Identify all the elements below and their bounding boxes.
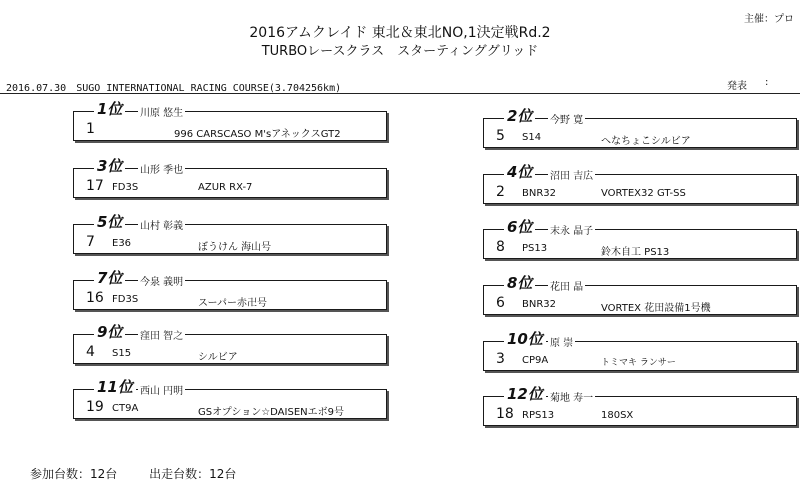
- car-number: 3: [496, 351, 505, 367]
- grid-slot-5: [73, 213, 387, 254]
- grid-position: 2位: [504, 105, 535, 126]
- grid-slot-8: [483, 274, 797, 315]
- machine-name: ぼうけん 海山号: [198, 242, 272, 253]
- grid-position: 9位: [94, 321, 125, 342]
- grid-position: 8位: [504, 272, 535, 293]
- grid-position: 3位: [94, 155, 125, 176]
- car-number: 5: [496, 128, 505, 144]
- grid-slot-3: [73, 157, 387, 198]
- car-model: PS13: [522, 243, 548, 254]
- machine-name: VORTEX 花田設備1号機: [601, 303, 711, 314]
- issued-colon: :: [765, 77, 769, 88]
- grid-slot-4: [483, 163, 797, 204]
- grid-position: 10位: [504, 328, 546, 349]
- grid-slot-2: [483, 107, 797, 148]
- car-number: 16: [86, 290, 104, 306]
- grid-slot-12: [483, 385, 797, 426]
- car-model: CP9A: [522, 355, 549, 366]
- car-number: 19: [86, 399, 104, 415]
- event-title: 2016アムクレイド 東北＆東北NO,1決定戦Rd.2: [249, 25, 551, 41]
- grid-slot-9: [73, 323, 387, 364]
- machine-name: トミマキ ランサー: [601, 358, 676, 368]
- car-number: 1: [86, 121, 95, 137]
- grid-position: 11位: [94, 376, 136, 397]
- machine-name: スーパー赤卍号: [198, 298, 267, 309]
- car-model: RPS13: [522, 410, 555, 421]
- issued-label: 発表: [727, 81, 747, 92]
- driver-name: 今野 寛: [548, 111, 585, 126]
- driver-name: 川原 悠生: [138, 104, 185, 119]
- organizer-label: 主催：プロ: [744, 14, 794, 25]
- car-number: 6: [496, 295, 505, 311]
- car-number: 17: [86, 178, 104, 194]
- car-model: FD3S: [112, 294, 139, 305]
- grid-slot-1: [73, 100, 387, 141]
- entry-summary: [30, 465, 264, 482]
- machine-name: シルビア: [198, 352, 238, 363]
- car-number: 2: [496, 184, 505, 200]
- machine-name: へなちょこシルビア: [601, 136, 691, 147]
- driver-name: 窪田 智之: [138, 327, 185, 342]
- grid-position: 12位: [504, 383, 546, 404]
- driver-name: 花田 晶: [548, 278, 585, 293]
- car-model: BNR32: [522, 299, 557, 310]
- machine-name: GSオプション☆DAISENエボ9号: [198, 407, 344, 418]
- grid-position: 5位: [94, 211, 125, 232]
- grid-position: 1位: [94, 98, 125, 119]
- grid-slot-11: [73, 378, 387, 419]
- machine-name: VORTEX32 GT-SS: [601, 188, 686, 199]
- driver-name: 西山 円明: [138, 382, 185, 397]
- driver-name: 山村 彰義: [138, 217, 185, 232]
- class-title: TURBOレースクラス スターティンググリッド: [261, 44, 539, 59]
- car-model: CT9A: [112, 403, 139, 414]
- car-model: S15: [112, 348, 132, 359]
- car-model: FD3S: [112, 182, 139, 193]
- machine-name: AZUR RX-7: [198, 182, 253, 193]
- car-number: 8: [496, 239, 505, 255]
- driver-name: 山形 季也: [138, 161, 185, 176]
- car-number: 18: [496, 406, 514, 422]
- grid-position: 4位: [504, 161, 535, 182]
- starters-count: 出走台数：12台: [149, 467, 237, 481]
- car-number: 4: [86, 344, 95, 360]
- grid-slot-6: [483, 218, 797, 259]
- grid-position: 6位: [504, 216, 535, 237]
- grid-position: 7位: [94, 267, 125, 288]
- machine-name: 996 CARSCASO M'sアネックスGT2: [174, 129, 341, 140]
- grid-slot-10: [483, 330, 797, 371]
- car-model: E36: [112, 238, 132, 249]
- entries-count: 参加台数：12台: [30, 467, 118, 481]
- driver-name: 末永 晶子: [548, 222, 595, 237]
- driver-name: 原 崇: [548, 334, 575, 349]
- grid-slot-7: [73, 269, 387, 310]
- car-number: 7: [86, 234, 95, 250]
- driver-name: 菊地 寿一: [548, 389, 595, 404]
- date-venue: 2016.07.30 SUGO INTERNATIONAL RACING COURSE(3.704256km): [6, 83, 342, 94]
- driver-name: 今泉 義明: [138, 273, 185, 288]
- header-divider: [0, 93, 800, 94]
- machine-name: 鈴木自工 PS13: [601, 247, 670, 258]
- driver-name: 沼田 吉広: [548, 167, 595, 182]
- machine-name: 180SX: [601, 410, 634, 421]
- car-model: S14: [522, 132, 542, 143]
- car-model: BNR32: [522, 188, 557, 199]
